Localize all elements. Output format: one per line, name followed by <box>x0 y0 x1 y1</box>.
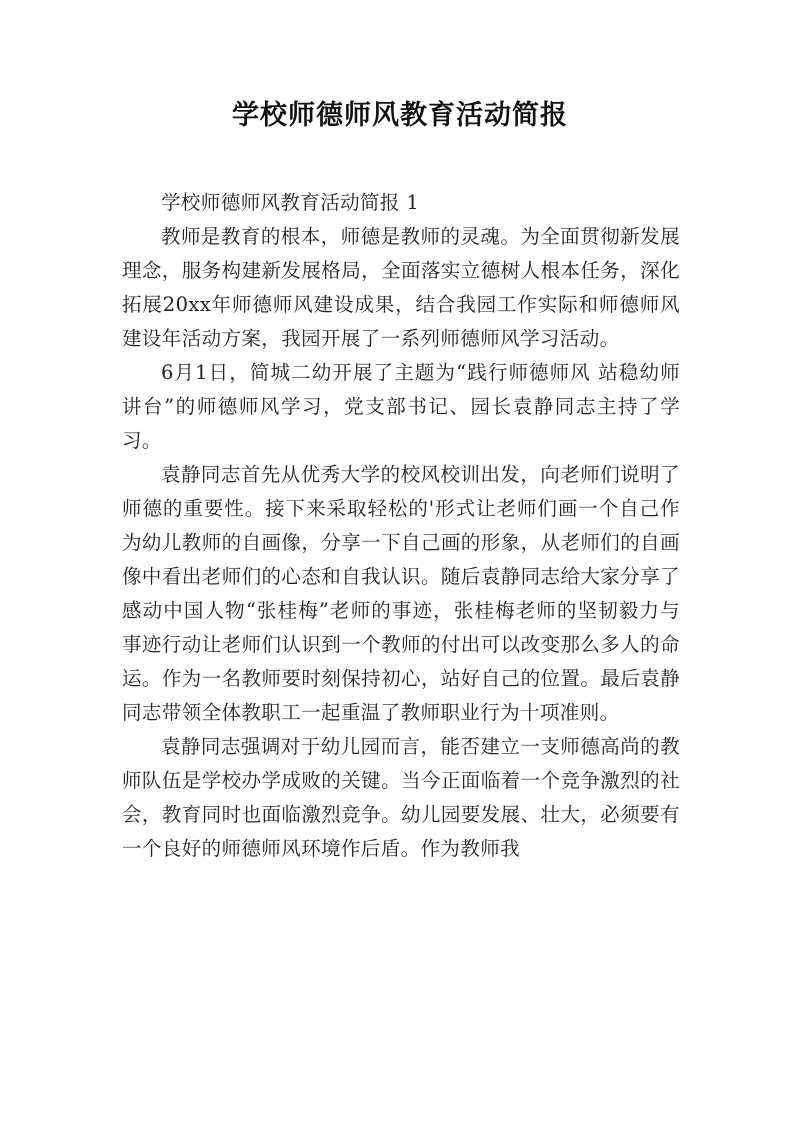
section-subheading: 学校师德师风教育活动简报 1 <box>161 191 420 214</box>
paragraph-emphasis: 袁静同志强调对于幼儿园而言，能否建立一支师德高尚的教师队伍是学校办学成败的关键。当今正面临着一个竞争激烈的社会，教育同时也面临激烈竞争。幼儿园要发展、壮大，必须要有一个良好的师德师风环境作后盾。作为教师我 <box>122 735 680 860</box>
document-body <box>122 186 680 866</box>
paragraph-event: 6月1日，简城二幼开展了主题为“践行师德师风 站稳幼师讲台”的师德师风学习，党支部书记、园长袁静同志主持了学习。 <box>122 361 680 452</box>
paragraph-activity: 袁静同志首先从优秀大学的校风校训出发，向老师们说明了师德的重要性。接下来采取轻松的'形式让老师们画一个自己作为幼儿教师的自画像，分享一下自己画的形象，从老师们的自画像中看出老师们的心态和自我认识。随后袁静同志给大家分享了感动中国人物“张桂梅”老师的事迹，张桂梅老师的坚韧毅力与事迹行动让老师们认识到一个教师的付出可以改变那么多人的命运。作为一名教师要时刻保持初心，站好自己的位置。最后袁静同志带领全体教职工一起重温了教师职业行为十项准则。 <box>122 463 680 724</box>
document-title: 学校师德师风教育活动简报 <box>232 100 568 131</box>
paragraph-intro: 教师是教育的根本，师德是教师的灵魂。为全面贯彻新发展理念，服务构建新发展格局，全面落实立德树人根本任务，深化拓展20xx年师德师风建设成果，结合我园工作实际和师德师风建设年活动方案，我园开展了一系列师德师风学习活动。 <box>122 225 680 350</box>
